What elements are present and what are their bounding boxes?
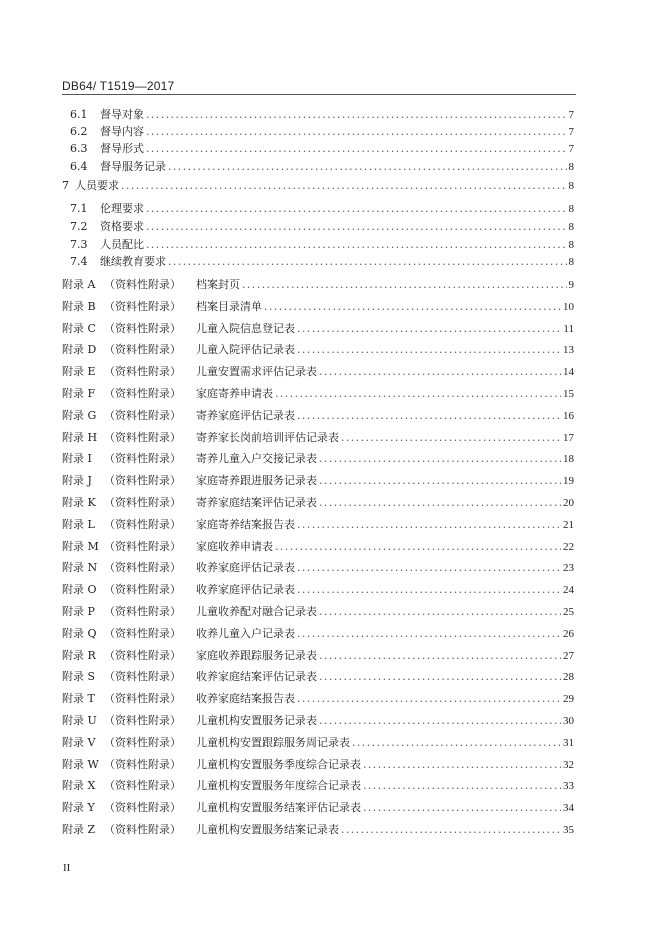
toc-leader-dots <box>341 429 561 447</box>
toc-appendix-entry[interactable] <box>0 516 662 534</box>
toc-leader-dots <box>146 140 567 158</box>
appendix-title: 档案目录清单 <box>196 300 262 313</box>
appendix-title: 家庭寄养跟进服务记录表 <box>196 474 317 487</box>
appendix-title: 儿童入院评估记录表 <box>196 343 295 356</box>
toc-appendix-entry[interactable] <box>0 538 662 556</box>
appendix-page: 25 <box>563 606 574 618</box>
toc-leader-dots <box>297 690 561 708</box>
appendix-label: 附录 J <box>62 474 92 487</box>
appendix-title: 儿童机构安置服务结案记录表 <box>196 823 339 836</box>
toc-appendix-entry[interactable] <box>0 690 662 708</box>
toc-entry-number: 6.2 <box>70 125 88 138</box>
toc-leader-dots <box>146 106 567 124</box>
toc-entry-page: 8 <box>568 221 574 233</box>
appendix-type: （资料性附录） <box>104 649 181 662</box>
appendix-label: 附录 Y <box>62 801 95 814</box>
toc-leader-dots <box>146 123 567 141</box>
toc-leader-dots <box>146 218 567 236</box>
appendix-label: 附录 M <box>62 540 99 553</box>
appendix-label: 附录 I <box>62 452 92 465</box>
appendix-label: 附录 E <box>62 365 96 378</box>
appendix-label: 附录 F <box>62 387 96 400</box>
appendix-type: （资料性附录） <box>104 605 181 618</box>
toc-appendix-entry[interactable] <box>0 429 662 447</box>
appendix-type: （资料性附录） <box>104 322 181 335</box>
appendix-type: （资料性附录） <box>104 431 181 444</box>
toc-appendix-entry[interactable] <box>0 472 662 490</box>
appendix-page: 31 <box>563 737 574 749</box>
toc-entry[interactable] <box>0 123 662 141</box>
appendix-type: （资料性附录） <box>104 452 181 465</box>
toc-leader-dots <box>363 777 561 795</box>
appendix-page: 18 <box>563 453 574 465</box>
toc-entry-number: 7.1 <box>70 202 88 215</box>
toc-entry-title: 伦理要求 <box>100 202 144 215</box>
toc-appendix-entry[interactable] <box>0 821 662 839</box>
toc-leader-dots <box>319 450 561 468</box>
appendix-title: 家庭收养跟踪服务记录表 <box>196 649 317 662</box>
appendix-page: 27 <box>563 650 574 662</box>
toc-appendix-entry[interactable] <box>0 494 662 512</box>
toc-appendix-entry[interactable] <box>0 734 662 752</box>
appendix-title: 儿童机构安置跟踪服务周记录表 <box>196 736 350 749</box>
toc-appendix-entry[interactable] <box>0 385 662 403</box>
toc-appendix-entry[interactable] <box>0 407 662 425</box>
toc-appendix-entry[interactable] <box>0 668 662 686</box>
toc-appendix-entry[interactable] <box>0 298 662 316</box>
appendix-title: 家庭寄养申请表 <box>196 387 273 400</box>
toc-entry-page: 8 <box>568 203 574 215</box>
document-header: DB64/ T1519—2017 <box>62 79 175 93</box>
toc-leader-dots <box>319 363 561 381</box>
appendix-page: 17 <box>563 432 574 444</box>
toc-appendix-entry[interactable] <box>0 625 662 643</box>
toc-leader-dots <box>121 177 567 195</box>
appendix-type: （资料性附录） <box>104 343 181 356</box>
appendix-label: 附录 Q <box>62 627 97 640</box>
toc-appendix-entry[interactable] <box>0 341 662 359</box>
appendix-page: 9 <box>568 279 574 291</box>
toc-appendix-entry[interactable] <box>0 363 662 381</box>
toc-leader-dots <box>297 559 561 577</box>
appendix-type: （资料性附录） <box>104 583 181 596</box>
toc-entry-title: 人员要求 <box>75 179 119 192</box>
toc-leader-dots <box>275 385 561 403</box>
appendix-title: 寄养家庭结案评估记录表 <box>196 496 317 509</box>
toc-leader-dots <box>242 276 567 294</box>
toc-entry[interactable] <box>0 106 662 124</box>
appendix-label: 附录 G <box>62 409 97 422</box>
toc-entry[interactable] <box>0 218 662 236</box>
toc-entry-title: 人员配比 <box>100 238 144 251</box>
appendix-label: 附录 Z <box>62 823 96 836</box>
toc-leader-dots <box>297 407 561 425</box>
appendix-title: 收养家庭结案评估记录表 <box>196 670 317 683</box>
appendix-type: （资料性附录） <box>104 823 181 836</box>
appendix-page: 14 <box>563 366 574 378</box>
appendix-page: 15 <box>563 388 574 400</box>
appendix-label: 附录 L <box>62 518 95 531</box>
appendix-title: 儿童机构安置服务年度综合记录表 <box>196 779 361 792</box>
toc-entry-title: 资格要求 <box>100 220 144 233</box>
appendix-label: 附录 T <box>62 692 95 705</box>
toc-appendix-entry[interactable] <box>0 559 662 577</box>
toc-entry-title: 督导内容 <box>100 125 144 138</box>
toc-entry-page: 7 <box>568 109 574 121</box>
header-divider <box>62 94 576 95</box>
toc-entry-page: 7 <box>568 126 574 138</box>
toc-leader-dots <box>264 298 561 316</box>
appendix-label: 附录 S <box>62 670 96 683</box>
appendix-type: （资料性附录） <box>104 561 181 574</box>
appendix-type: （资料性附录） <box>104 758 181 771</box>
toc-leader-dots <box>146 200 567 218</box>
toc-leader-dots <box>297 625 561 643</box>
appendix-type: （资料性附录） <box>104 714 181 727</box>
toc-leader-dots <box>297 341 561 359</box>
appendix-title: 寄养儿童入户交接记录表 <box>196 452 317 465</box>
toc-leader-dots <box>168 158 567 176</box>
appendix-page: 33 <box>563 780 574 792</box>
toc-appendix-entry[interactable] <box>0 712 662 730</box>
appendix-title: 家庭寄养结案报告表 <box>196 518 295 531</box>
appendix-type: （资料性附录） <box>104 801 181 814</box>
appendix-type: （资料性附录） <box>104 670 181 683</box>
appendix-page: 32 <box>563 759 574 771</box>
appendix-label: 附录 D <box>62 343 97 356</box>
toc-entry-number: 6.3 <box>70 142 88 155</box>
toc-entry[interactable] <box>0 158 662 176</box>
appendix-page: 20 <box>563 497 574 509</box>
toc-leader-dots <box>275 538 561 556</box>
appendix-page: 10 <box>563 301 574 313</box>
toc-entry-number: 7 <box>62 179 69 192</box>
toc-entry-number: 6.4 <box>70 160 88 173</box>
toc-appendix-entry[interactable] <box>0 276 662 294</box>
appendix-label: 附录 N <box>62 561 98 574</box>
toc-leader-dots <box>319 494 561 512</box>
appendix-page: 24 <box>563 584 574 596</box>
appendix-page: 11 <box>563 323 574 335</box>
page-number: II <box>63 862 71 874</box>
toc-entry[interactable] <box>0 236 662 254</box>
appendix-type: （资料性附录） <box>104 278 181 291</box>
toc-entry[interactable] <box>0 253 662 271</box>
appendix-title: 档案封页 <box>196 278 240 291</box>
appendix-page: 19 <box>563 475 574 487</box>
toc-entry-number: 7.3 <box>70 238 88 251</box>
toc-leader-dots <box>319 647 561 665</box>
appendix-label: 附录 R <box>62 649 96 662</box>
toc-appendix-entry[interactable] <box>0 450 662 468</box>
toc-leader-dots <box>146 236 567 254</box>
toc-appendix-entry[interactable] <box>0 799 662 817</box>
appendix-label: 附录 P <box>62 605 95 618</box>
appendix-type: （资料性附录） <box>104 518 181 531</box>
appendix-type: （资料性附录） <box>104 692 181 705</box>
toc-appendix-entry[interactable] <box>0 603 662 621</box>
appendix-title: 儿童收养配对融合记录表 <box>196 605 317 618</box>
appendix-page: 28 <box>563 671 574 683</box>
appendix-page: 22 <box>563 541 574 553</box>
toc-entry-title: 督导服务记录 <box>100 160 166 173</box>
appendix-title: 儿童入院信息登记表 <box>196 322 295 335</box>
toc-appendix-entry[interactable] <box>0 320 662 338</box>
appendix-page: 13 <box>563 344 574 356</box>
appendix-title: 收养家庭结案报告表 <box>196 692 295 705</box>
toc-entry-title: 继续教育要求 <box>100 255 166 268</box>
appendix-title: 寄养家庭评估记录表 <box>196 409 295 422</box>
toc-entry-number: 7.4 <box>70 255 88 268</box>
toc-leader-dots <box>319 712 561 730</box>
appendix-label: 附录 W <box>62 758 99 771</box>
toc-leader-dots <box>341 821 561 839</box>
toc-appendix-entry[interactable] <box>0 756 662 774</box>
appendix-label: 附录 A <box>62 278 96 291</box>
appendix-label: 附录 X <box>62 779 96 792</box>
appendix-label: 附录 K <box>62 496 96 509</box>
toc-entry-page: 8 <box>568 239 574 251</box>
appendix-label: 附录 V <box>62 736 96 749</box>
appendix-label: 附录 C <box>62 322 96 335</box>
toc-entry[interactable] <box>0 177 662 195</box>
toc-appendix-entry[interactable] <box>0 647 662 665</box>
appendix-type: （资料性附录） <box>104 300 181 313</box>
appendix-page: 29 <box>563 693 574 705</box>
toc-entry[interactable] <box>0 200 662 218</box>
appendix-type: （资料性附录） <box>104 474 181 487</box>
toc-appendix-entry[interactable] <box>0 581 662 599</box>
appendix-page: 16 <box>563 410 574 422</box>
toc-entry-page: 8 <box>568 161 574 173</box>
toc-entry-number: 7.2 <box>70 220 88 233</box>
appendix-page: 26 <box>563 628 574 640</box>
appendix-type: （资料性附录） <box>104 409 181 422</box>
toc-leader-dots <box>297 320 561 338</box>
appendix-title: 寄养家长岗前培训评估记录表 <box>196 431 339 444</box>
toc-entry[interactable] <box>0 140 662 158</box>
toc-entry-title: 督导对象 <box>100 108 144 121</box>
appendix-page: 35 <box>563 824 574 836</box>
appendix-type: （资料性附录） <box>104 736 181 749</box>
toc-leader-dots <box>297 581 561 599</box>
appendix-label: 附录 H <box>62 431 98 444</box>
appendix-title: 家庭收养申请表 <box>196 540 273 553</box>
appendix-title: 收养儿童入户记录表 <box>196 627 295 640</box>
toc-entry-title: 督导形式 <box>100 142 144 155</box>
appendix-title: 儿童机构安置服务季度综合记录表 <box>196 758 361 771</box>
toc-leader-dots <box>352 734 561 752</box>
toc-appendix-entry[interactable] <box>0 777 662 795</box>
toc-leader-dots <box>319 472 561 490</box>
appendix-type: （资料性附录） <box>104 627 181 640</box>
appendix-title: 儿童机构安置服务记录表 <box>196 714 317 727</box>
toc-leader-dots <box>363 756 561 774</box>
appendix-title: 收养家庭评估记录表 <box>196 561 295 574</box>
appendix-type: （资料性附录） <box>104 779 181 792</box>
appendix-label: 附录 B <box>62 300 96 313</box>
appendix-page: 21 <box>563 519 574 531</box>
toc-leader-dots <box>297 516 561 534</box>
toc-entry-number: 6.1 <box>70 108 88 121</box>
appendix-type: （资料性附录） <box>104 365 181 378</box>
appendix-page: 23 <box>563 562 574 574</box>
appendix-page: 30 <box>563 715 574 727</box>
toc-entry-page: 8 <box>568 180 574 192</box>
appendix-title: 儿童机构安置服务结案评估记录表 <box>196 801 361 814</box>
toc-leader-dots <box>319 668 561 686</box>
appendix-type: （资料性附录） <box>104 387 181 400</box>
appendix-page: 34 <box>563 802 574 814</box>
appendix-label: 附录 U <box>62 714 97 727</box>
toc-leader-dots <box>319 603 561 621</box>
appendix-label: 附录 O <box>62 583 97 596</box>
toc-entry-page: 7 <box>568 143 574 155</box>
toc-entry-page: 8 <box>568 256 574 268</box>
appendix-title: 收养家庭评估记录表 <box>196 583 295 596</box>
appendix-type: （资料性附录） <box>104 496 181 509</box>
appendix-title: 儿童安置需求评估记录表 <box>196 365 317 378</box>
toc-leader-dots <box>363 799 561 817</box>
toc-leader-dots <box>168 253 567 271</box>
appendix-type: （资料性附录） <box>104 540 181 553</box>
